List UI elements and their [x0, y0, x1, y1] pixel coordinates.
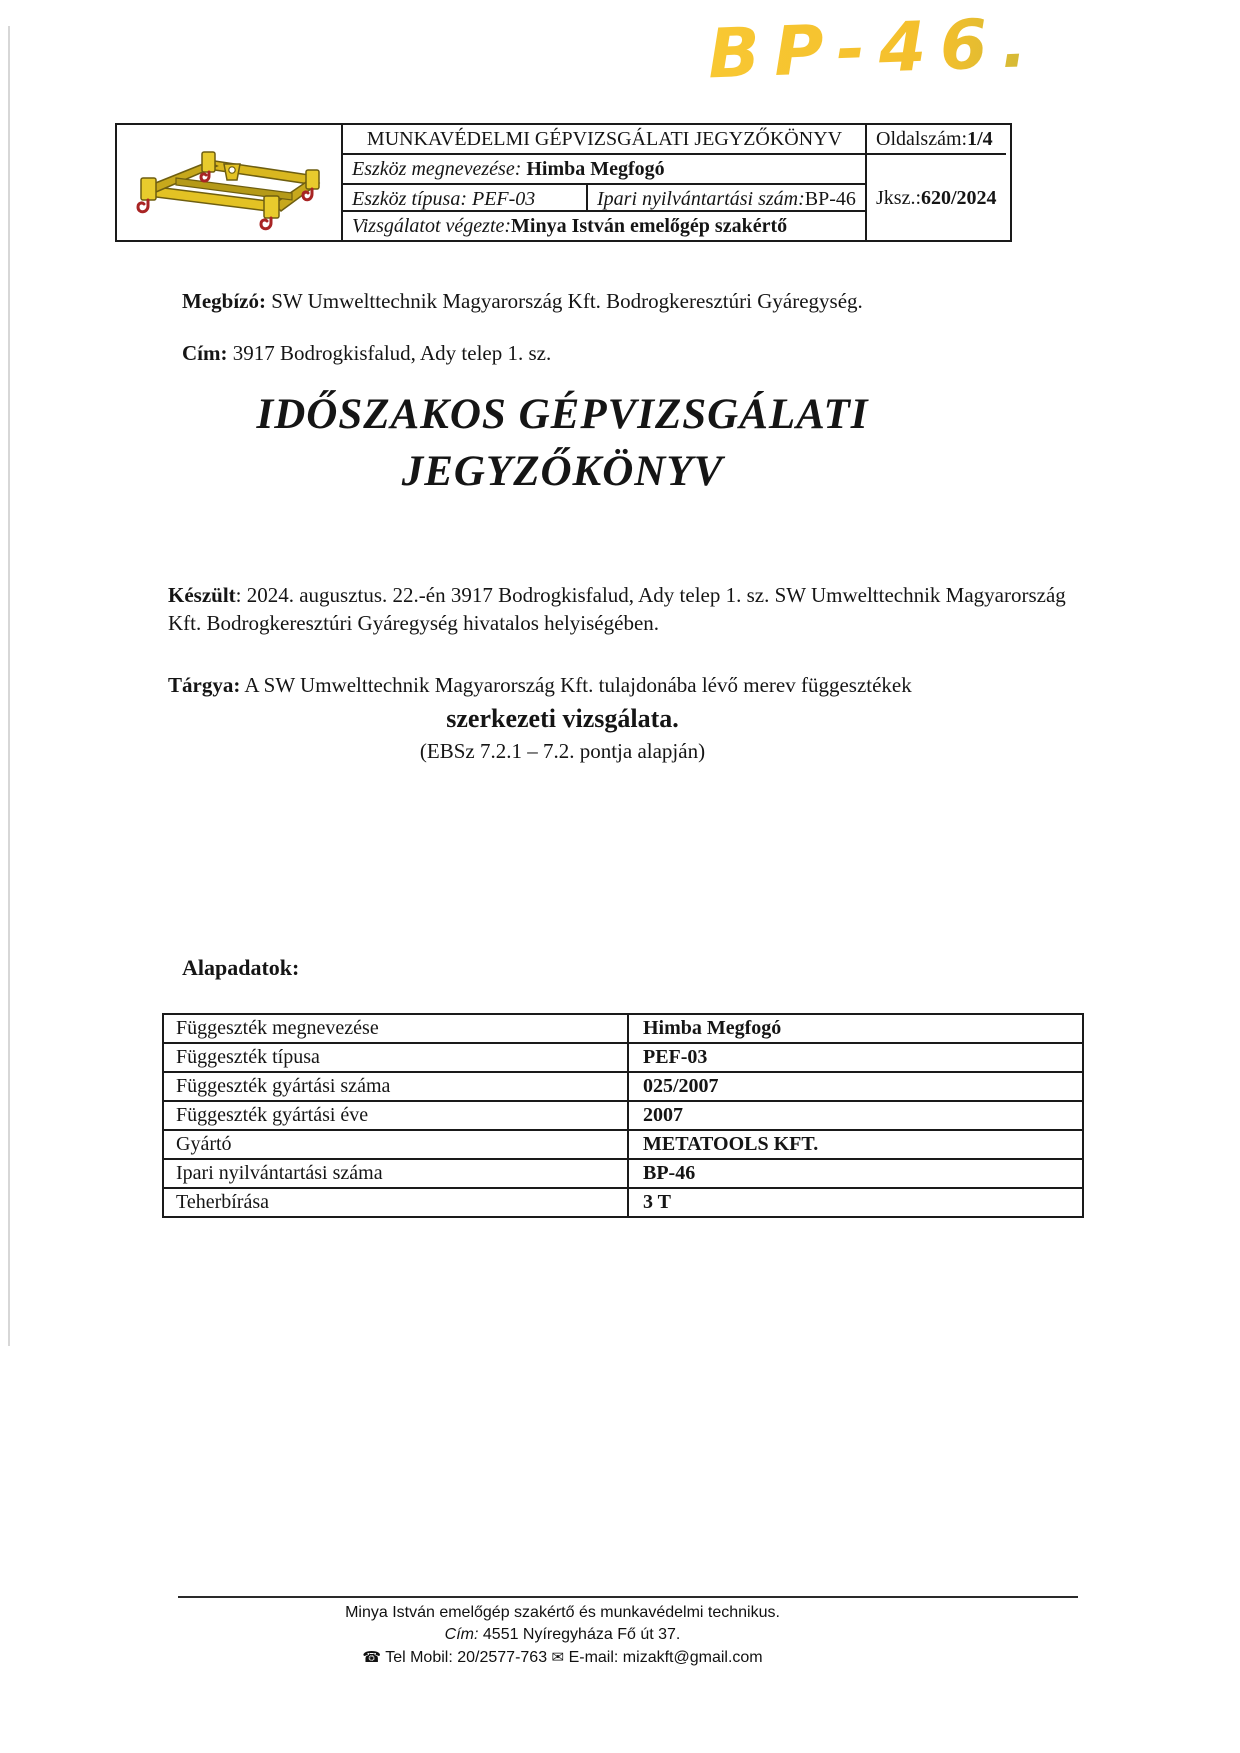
table-row-value: BP-46 [627, 1160, 1082, 1187]
page-number-value: 1/4 [967, 128, 993, 150]
table-row-value: 2007 [627, 1102, 1082, 1129]
made-label: Készült [168, 583, 236, 607]
handwritten-code: BP-46. [707, 1, 1130, 95]
table-row [164, 1073, 1082, 1102]
table-row [164, 1131, 1082, 1160]
table-row-value: PEF-03 [627, 1044, 1082, 1071]
page-number-label: Oldalszám: [876, 128, 968, 150]
scanner-edge-artifact [8, 26, 10, 1346]
device-name-cell [343, 155, 865, 185]
table-row-value: 3 T [627, 1189, 1082, 1216]
table-row [164, 1189, 1082, 1216]
table-row-label: Függeszték típusa [176, 1046, 320, 1068]
main-title-line2: JEGYZŐKÖNYV [401, 448, 724, 495]
telephone-icon: ☎ [362, 1648, 382, 1666]
main-title [50, 386, 1075, 500]
footer-address-label: Cím: [444, 1626, 479, 1643]
device-name-label: Eszköz megnevezése: [352, 158, 522, 180]
registry-cell [588, 185, 865, 212]
subject-label: Tárgya: [168, 673, 241, 697]
footer-line2 [50, 1624, 1075, 1646]
device-type-cell [343, 185, 588, 212]
logo-cell [117, 125, 343, 240]
table-row-label: Függeszték megnevezése [176, 1017, 379, 1039]
table-row-value: METATOOLS KFT. [627, 1131, 1082, 1158]
registry-label: Ipari nyilvántartási szám: [597, 188, 805, 210]
table-row [164, 1015, 1082, 1044]
table-row-label: Gyártó [176, 1133, 232, 1155]
header-title: MUNKAVÉDELMI GÉPVIZSGÁLATI JEGYZŐKÖNYV [343, 125, 865, 155]
registry-value: BP-46 [804, 188, 856, 210]
lifting-beam-logo [124, 132, 334, 234]
case-number-label: Jksz.: [876, 187, 921, 209]
footer-line1: Minya István emelőgép szakértő és munkavédelmi technikus. [345, 1604, 780, 1621]
basics-heading: Alapadatok: [182, 955, 300, 980]
footer-phone: Tel Mobil: 20/2577-763 [385, 1649, 548, 1666]
case-number-value: 620/2024 [921, 187, 997, 209]
footer-divider [178, 1596, 1078, 1598]
footer-line3 [50, 1646, 1075, 1669]
main-title-line1: IDŐSZAKOS GÉPVIZSGÁLATI [256, 391, 869, 438]
table-row-value: Himba Megfogó [627, 1015, 1082, 1042]
client-text: SW Umwelttechnik Magyarország Kft. Bodrogkeresztúri Gyáregység. [271, 289, 863, 313]
inspector-label: Vizsgálatot végezte: [352, 215, 512, 237]
made-text: : 2024. augusztus. 22.-én 3917 Bodrogkisfalud, Ady telep 1. sz. SW Umwelttechnik Magyarország Kft. Bodrogkeresztúri Gyáregység hivatalos helyiségében. [168, 583, 1066, 635]
envelope-icon: ✉ [551, 1648, 565, 1666]
device-type-value: PEF-03 [472, 188, 536, 210]
footer [50, 1602, 1075, 1669]
subject-text: A SW Umwelttechnik Magyarország Kft. tulajdonába lévő merev függesztékek [244, 673, 912, 697]
client-label: Megbízó: [182, 289, 266, 313]
table-row-value: 025/2007 [627, 1073, 1082, 1100]
basics-table [162, 1013, 1084, 1218]
header-table [115, 123, 1012, 242]
page-number-cell [865, 125, 1006, 155]
inspector-cell [343, 212, 865, 240]
case-number-cell [865, 155, 1006, 240]
made-paragraph [168, 581, 1080, 637]
table-row-label: Függeszték gyártási száma [176, 1075, 391, 1097]
footer-address-text: 4551 Nyíregyháza Fő út 37. [482, 1626, 681, 1643]
table-row [164, 1160, 1082, 1189]
subject-paragraph [168, 671, 1080, 699]
table-row [164, 1102, 1082, 1131]
table-row-label: Ipari nyilvántartási száma [176, 1162, 383, 1184]
table-row-label: Teherbírása [176, 1191, 269, 1213]
subject-reference: (EBSz 7.2.1 – 7.2. pontja alapján) [419, 739, 706, 763]
address-text: 3917 Bodrogkisfalud, Ady telep 1. sz. [232, 341, 552, 365]
table-row [164, 1044, 1082, 1073]
footer-email: E-mail: mizakft@gmail.com [568, 1649, 763, 1666]
client-paragraph [182, 287, 1082, 315]
address-label: Cím: [182, 341, 228, 365]
subject-emphasis: szerkezeti vizsgálata. [446, 704, 679, 733]
device-type-label: Eszköz típusa: [352, 188, 467, 210]
address-paragraph [182, 339, 1082, 367]
table-row-label: Függeszték gyártási éve [176, 1104, 369, 1126]
device-name-value: Himba Megfogó [526, 158, 665, 180]
inspector-value: Minya István emelőgép szakértő [511, 215, 788, 237]
